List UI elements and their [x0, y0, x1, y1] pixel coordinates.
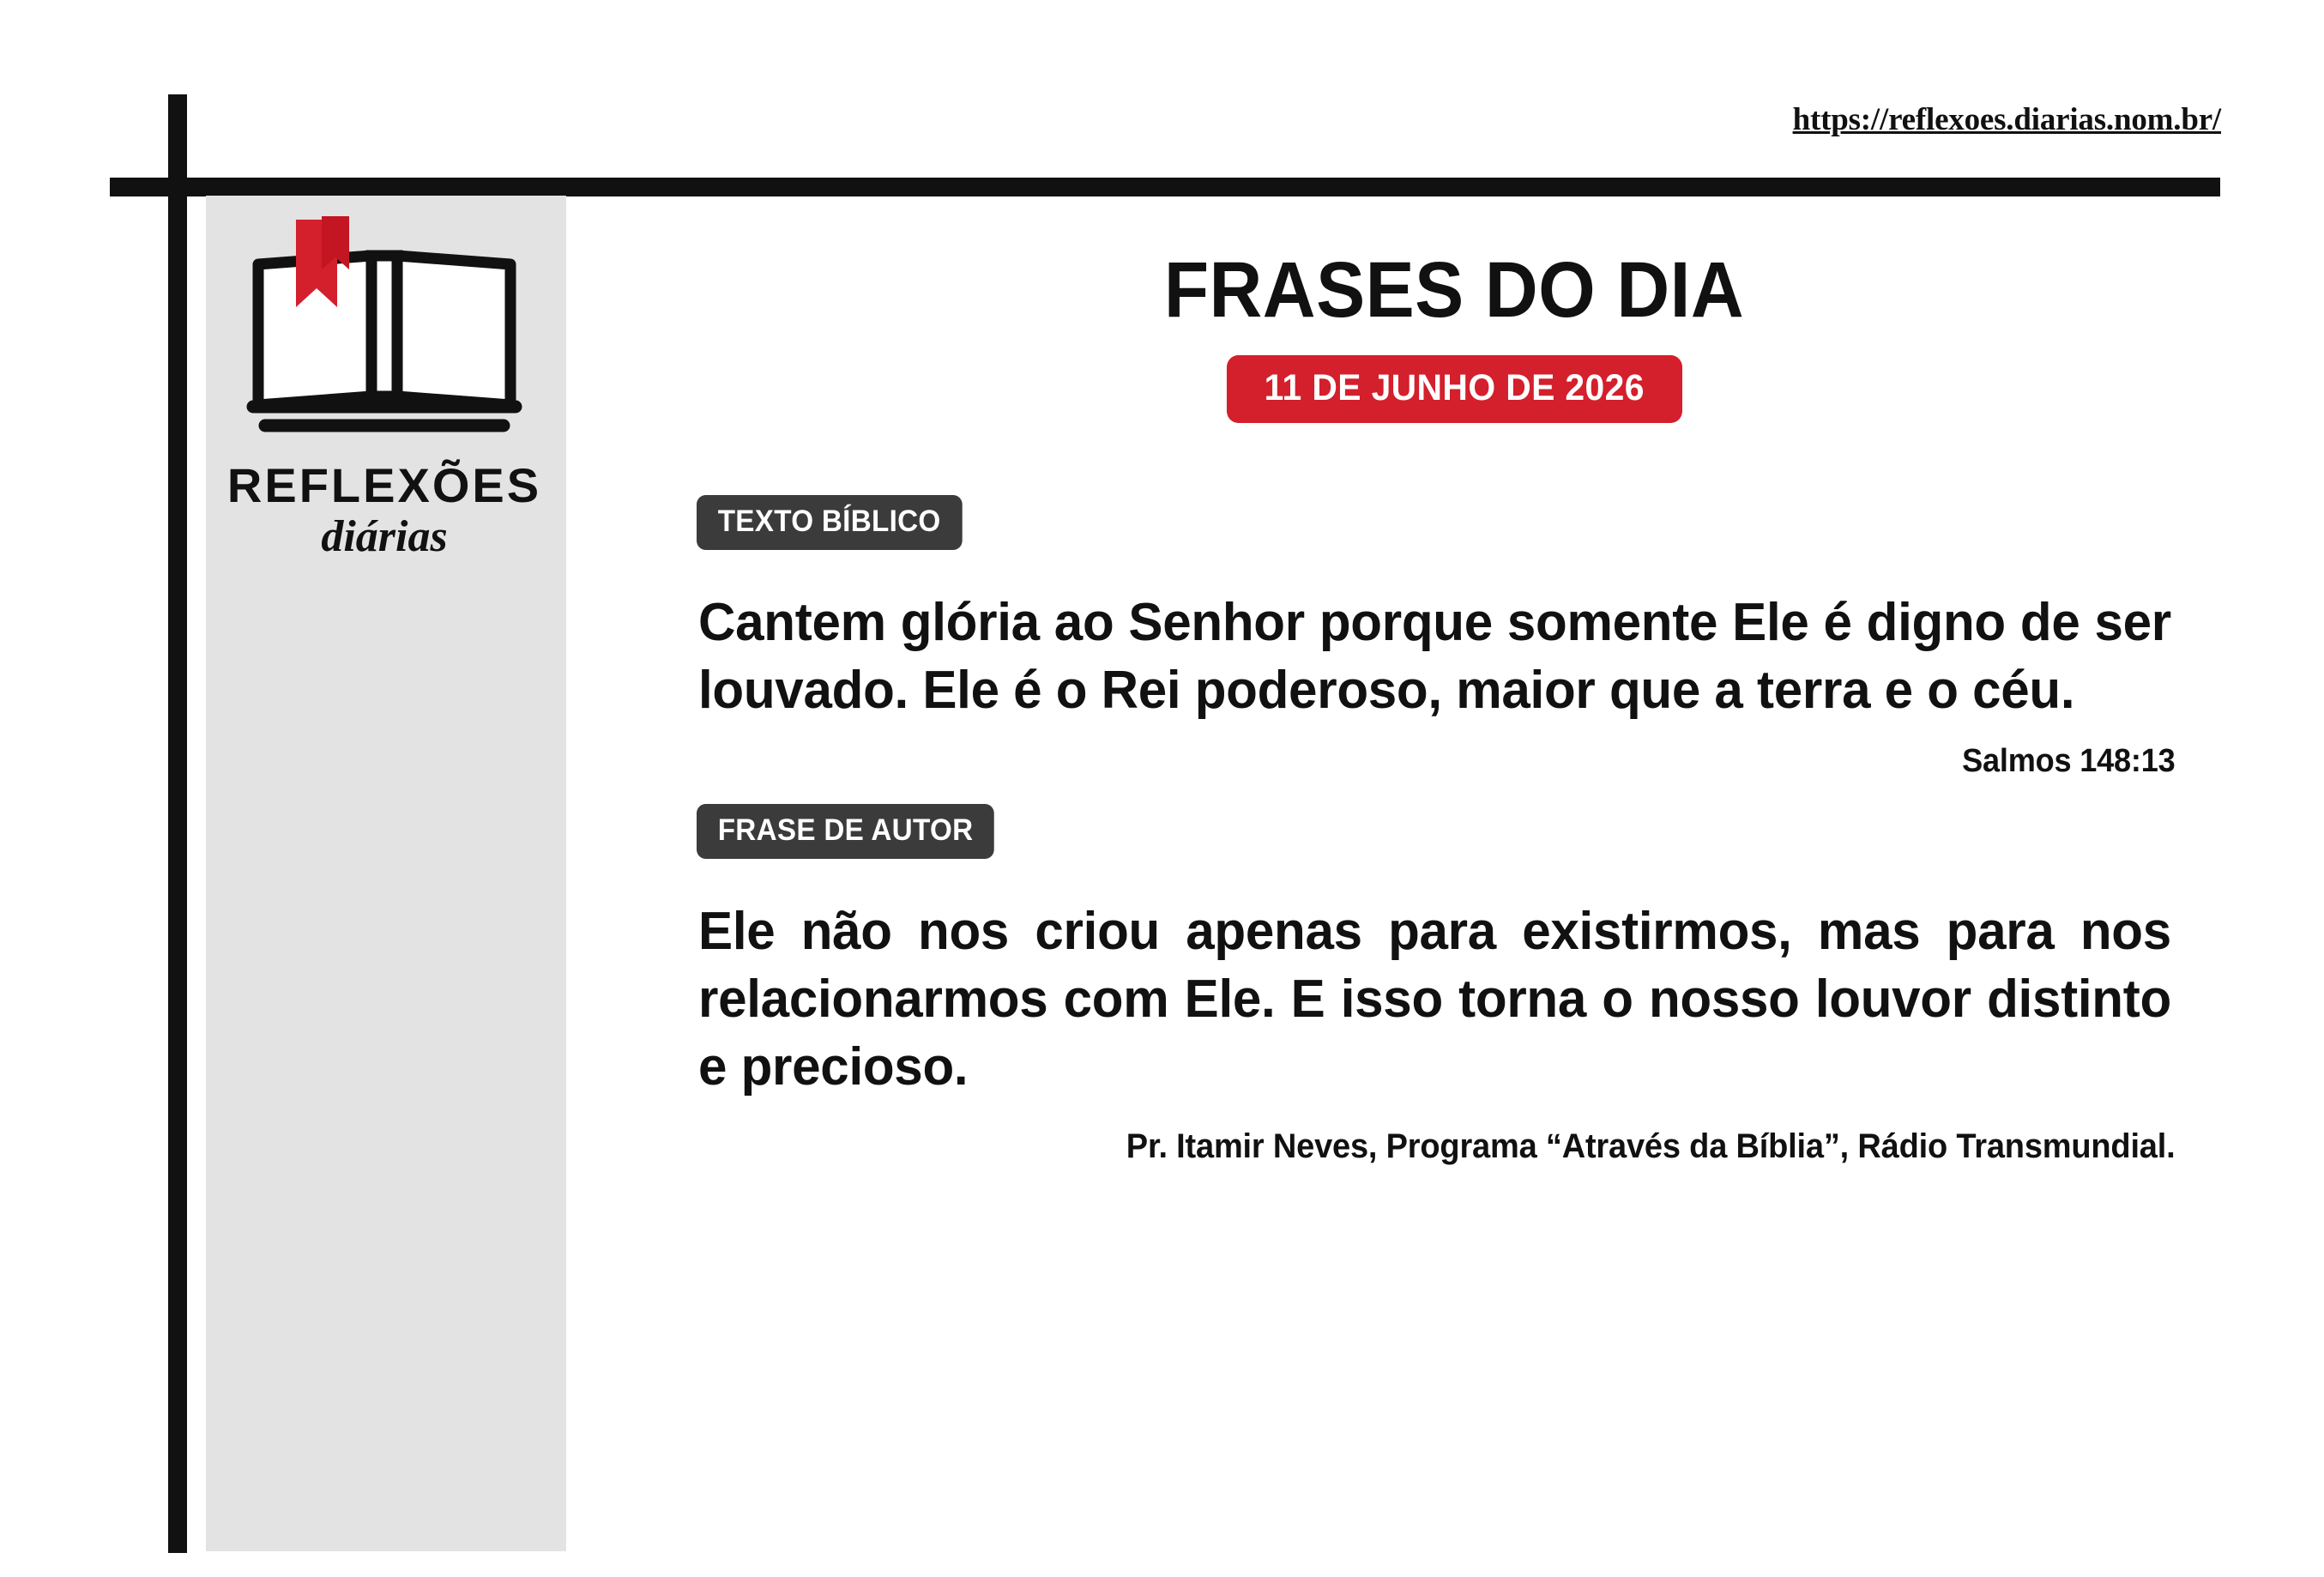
- tag-texto-biblico: TEXTO BÍBLICO: [697, 495, 962, 550]
- date-badge: 11 DE JUNHO DE 2026: [1227, 355, 1682, 423]
- page-title: FRASES DO DIA: [1163, 246, 1745, 334]
- main-content: [686, 214, 2222, 1166]
- date-badge-row: [686, 355, 2222, 423]
- section-tag-row-scripture: [697, 495, 2222, 550]
- tag-frase-de-autor: FRASE DE AUTOR: [697, 804, 994, 859]
- author-credit: Pr. Itamir Neves, Programa “Através da Bíblia”, Rádio Transmundial.: [1126, 1127, 2176, 1165]
- scripture-text: Cantem glória ao Senhor porque somente Ele é digno de ser louvado. Ele é o Rei poderoso, maior que a terra e o céu.: [698, 593, 2171, 720]
- open-book-icon: [243, 214, 526, 442]
- logo-subtitle: diárias: [321, 512, 448, 561]
- logo-title: REFLEXÕES: [226, 458, 542, 512]
- section-tag-row-author: [697, 804, 2222, 859]
- site-url-link[interactable]: https://reflexoes.diarias.nom.br/: [1792, 102, 2221, 137]
- scripture-reference: Salmos 148:13: [1962, 743, 2176, 780]
- brand-logo: [213, 214, 556, 609]
- frame-vertical-rule: [168, 94, 187, 1553]
- frame-horizontal-rule: [110, 178, 2220, 196]
- author-quote-text: Ele não nos criou apenas para existirmos, mas para nos relacionarmos com Ele. E isso torna o nosso louvor distinto e precioso.: [698, 902, 2171, 1097]
